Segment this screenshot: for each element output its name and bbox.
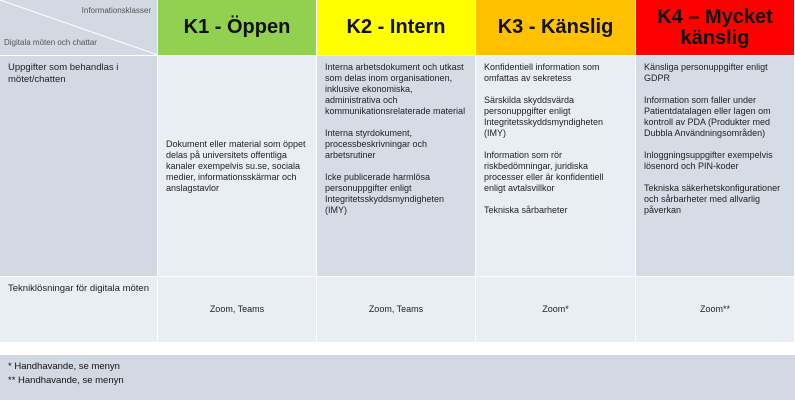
cell-data-k4 (636, 56, 795, 276)
header-row (0, 0, 795, 55)
corner-bottom-label: Digitala möten och chattar (4, 38, 97, 47)
class-header-k1: K1 - Öppen (158, 0, 317, 55)
cell-data-k1 (158, 56, 317, 276)
cell-paragraph: Känsliga personuppgifter enligt GDPR (644, 62, 768, 83)
corner-cell (0, 0, 158, 55)
class-header-k4: K4 – Mycket känslig (636, 0, 795, 55)
cell-paragraph: Interna styrdokument, processbeskrivningar och arbetsrutiner (325, 128, 428, 160)
table-row-tech (0, 277, 795, 342)
class-header-k2: K2 - Intern (317, 0, 476, 55)
class-header-k3: K3 - Känslig (476, 0, 636, 55)
row-label-tech: Tekniklösningar för digitala möten (0, 277, 158, 342)
footnote-1: * Handhavande, se menyn (8, 361, 120, 372)
table-row-data (0, 56, 795, 276)
cell-data-k3 (476, 56, 636, 276)
footnote-2: ** Handhavande, se menyn (8, 375, 124, 386)
cell-paragraph: Tekniska sårbarheter (484, 205, 568, 215)
cell-paragraph: Konfidentiell information som omfattas av sekretess (484, 62, 600, 83)
cell-tech-k1: Zoom, Teams (158, 277, 317, 342)
cell-paragraph: Information som faller under Patientdatalagen eller lagen om kontroll av PDA (Produkter med Dubbla Användningsområden) (644, 95, 771, 138)
row-label-data: Uppgifter som behandlas i mötet/chatten (0, 56, 158, 276)
cell-tech-k2: Zoom, Teams (317, 277, 476, 342)
cell-data-k2 (317, 56, 476, 276)
cell-tech-k3: Zoom* (476, 277, 636, 342)
cell-tech-k4: Zoom** (636, 277, 795, 342)
cell-paragraph: Information som rör riskbedömningar, juridiska processer eller är konfidentiell enligt avtalsvillkor (484, 150, 604, 193)
cell-paragraph: Icke publicerade harmlösa personuppgifter enligt Integritetsskyddsmyndigheten (IMY) (325, 172, 445, 215)
cell-text: Dokument eller material som öppet delas på universitets offentliga kanaler exempelvis su.se, sociala medier, informationsskärmar och anslagstavlor (166, 138, 306, 193)
cell-paragraph: Interna arbetsdokument och utkast som delas inom organisationen, inklusive ekonomiska, administrativa och kommunikationsrelaterade material (325, 62, 466, 116)
footnotes (0, 355, 795, 400)
cell-paragraph: Särskilda skyddsvärda personuppgifter enligt Integritetsskyddsmyndigheten (IMY) (484, 95, 604, 138)
corner-top-label: Informationsklasser (81, 6, 151, 15)
cell-paragraph: Inloggningsuppgifter exempelvis lösenord och PIN-koder (644, 150, 773, 171)
cell-paragraph: Tekniska säkerhetskonfigurationer och sårbarheter med allvarlig påverkan (644, 183, 781, 215)
